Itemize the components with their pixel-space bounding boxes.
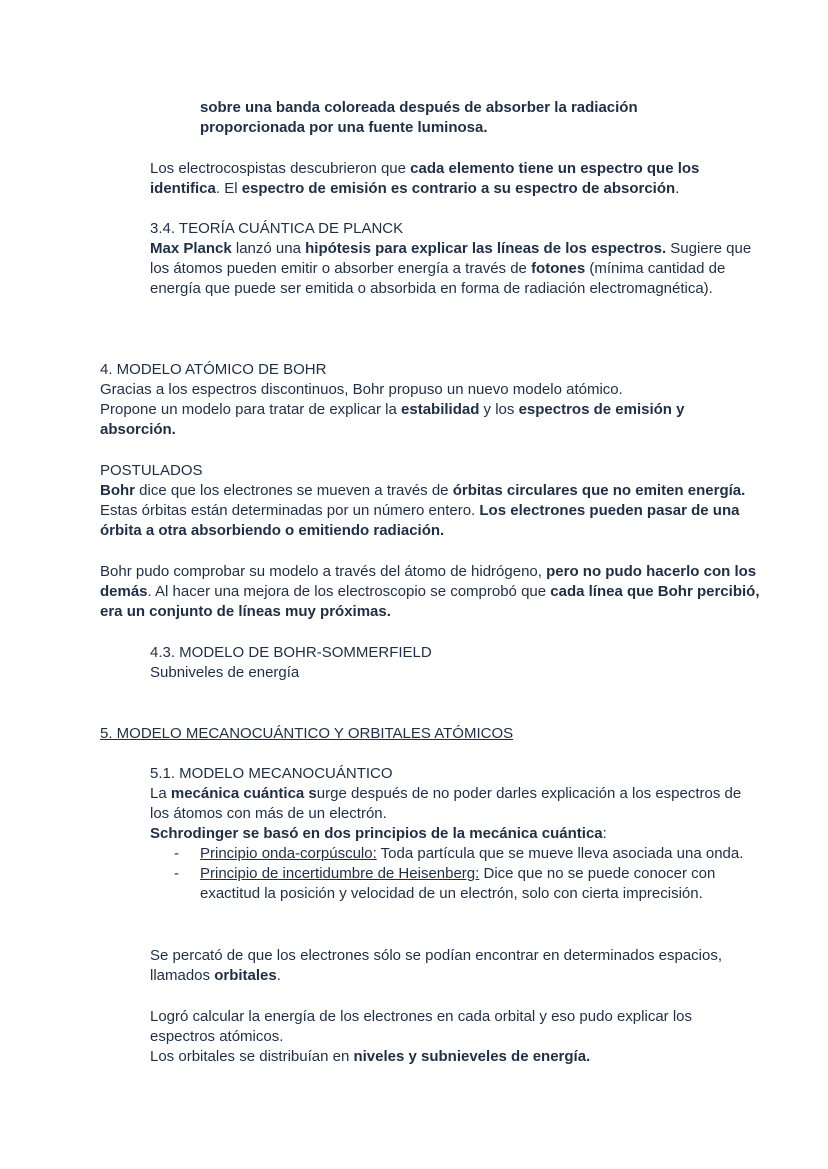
principle-title: Principio onda-corpúsculo: [200, 845, 377, 862]
bold-run: niveles y subnieveles de energía. [353, 1048, 591, 1065]
bold-run: Bohr [100, 482, 135, 499]
final-block [150, 1007, 760, 1067]
text-run: Sugiere que los átomos pueden emitir o absorber energía a través de [150, 240, 752, 277]
bohr-intro-line: Gracias a los espectros discontinuos, Bohr propuso un nuevo modelo atómico. [100, 381, 623, 398]
bold-run: cada elemento tiene un espectro que los identifica [150, 160, 700, 197]
intro-continuation [200, 98, 740, 138]
bold-run: fotones [531, 260, 586, 277]
bold-run: orbitales [214, 967, 277, 984]
intro-bold-text: sobre una banda coloreada después de absorber la radiación proporcionada por una fuente luminosa. [200, 99, 638, 136]
bold-run: Max Planck [150, 240, 232, 257]
bold-run: hipótesis para explicar las líneas de los espectros. [305, 240, 667, 257]
text-run: y los [479, 401, 519, 418]
text-run: Los orbitales se distribuían en [150, 1048, 354, 1065]
postulados-heading: POSTULADOS [100, 462, 203, 479]
niveles-line [150, 1047, 760, 1067]
planck-paragraph [150, 239, 760, 299]
text-run: Se percató de que los electrones sólo se podían encontrar en determinados espacios, llamados [150, 947, 723, 984]
bohr-purpose-paragraph [100, 400, 760, 440]
bold-run: espectros de emisión y absorción. [100, 401, 685, 438]
spectrum-paragraph [150, 159, 760, 199]
text-run: Bohr pudo comprobar su modelo a través del átomo de hidrógeno, [100, 563, 547, 580]
mecanica-paragraph [150, 784, 760, 824]
principle-text: Dice que no se puede conocer con exactitud la posición y velocidad de un electrón, solo con cierta imprecisión. [200, 865, 716, 902]
section-4-3-heading: 4.3. MODELO DE BOHR-SOMMERFIELD [150, 644, 432, 661]
dash-bullet: - [174, 865, 179, 882]
text-run: . El [215, 180, 242, 197]
text-run: . Al hacer una mejora de los electroscopio se comprobó que [147, 583, 551, 600]
text-run: . [276, 967, 281, 984]
principle-title: Principio de incertidumbre de Heisenberg: [200, 865, 480, 882]
bold-run: Schrodinger se basó en dos principios de la mecánica cuántica [150, 825, 603, 842]
bold-run: pero no pudo hacerlo con los demás [100, 563, 757, 600]
text-run: Propone un modelo para tratar de explicar la [100, 401, 402, 418]
section-5-1-heading: 5.1. MODELO MECANOCUÁNTICO [150, 765, 393, 782]
schrodinger-line [150, 824, 760, 844]
principle-text: Toda partícula que se mueve lleva asociada una onda. [376, 845, 744, 862]
text-run: lanzó una [231, 240, 306, 257]
text-run: (mínima cantidad de energía que puede ser emitida o absorbida en forma de radiación electromagnética). [150, 260, 726, 297]
bold-run: Los electrones pueden pasar de una órbita a otra absorbiendo o emitiendo radiación. [100, 502, 740, 539]
bold-run: órbitas circulares que no emiten energía. [452, 482, 746, 499]
text-run: La [150, 785, 171, 802]
bold-run: estabilidad [401, 401, 480, 418]
postulados-paragraph [100, 481, 760, 541]
section-4-heading: 4. MODELO ATÓMICO DE BOHR [100, 361, 327, 378]
section-3-4-heading: 3.4. TEORÍA CUÁNTICA DE PLANCK [150, 220, 404, 237]
bold-run: cada línea que Bohr percibió, era un conjunto de líneas muy próximas. [100, 583, 760, 620]
text-run: . [675, 180, 680, 197]
list-item [150, 844, 760, 864]
bohr-hydrogen-paragraph [100, 562, 760, 622]
orbitales-paragraph [150, 946, 760, 986]
text-run: urge después de no poder darles explicación a los espectros de los átomos con más de un electrón. [150, 785, 742, 822]
dash-bullet: - [174, 845, 179, 862]
bold-run: mecánica cuántica s [170, 785, 317, 802]
subniveles-line: Subniveles de energía [150, 664, 300, 681]
text-run: Estas órbitas están determinadas por un número entero. [100, 502, 480, 519]
bold-run: espectro de emisión es contrario a su espectro de absorción [241, 180, 676, 197]
mecanocuantico-block [150, 784, 760, 904]
text-run: : [602, 825, 607, 842]
energia-paragraph: Logró calcular la energía de los electrones en cada orbital y eso pudo explicar los espectros atómicos. [150, 1008, 692, 1045]
text-run: Los electrocospistas descubrieron que [150, 160, 411, 177]
text-run: dice que los electrones se mueven a través de [135, 482, 453, 499]
section-5-heading: 5. MODELO MECANOCUÁNTICO Y ORBITALES ATÓMICOS [100, 725, 514, 742]
principles-list [150, 844, 760, 904]
list-item [150, 864, 760, 904]
